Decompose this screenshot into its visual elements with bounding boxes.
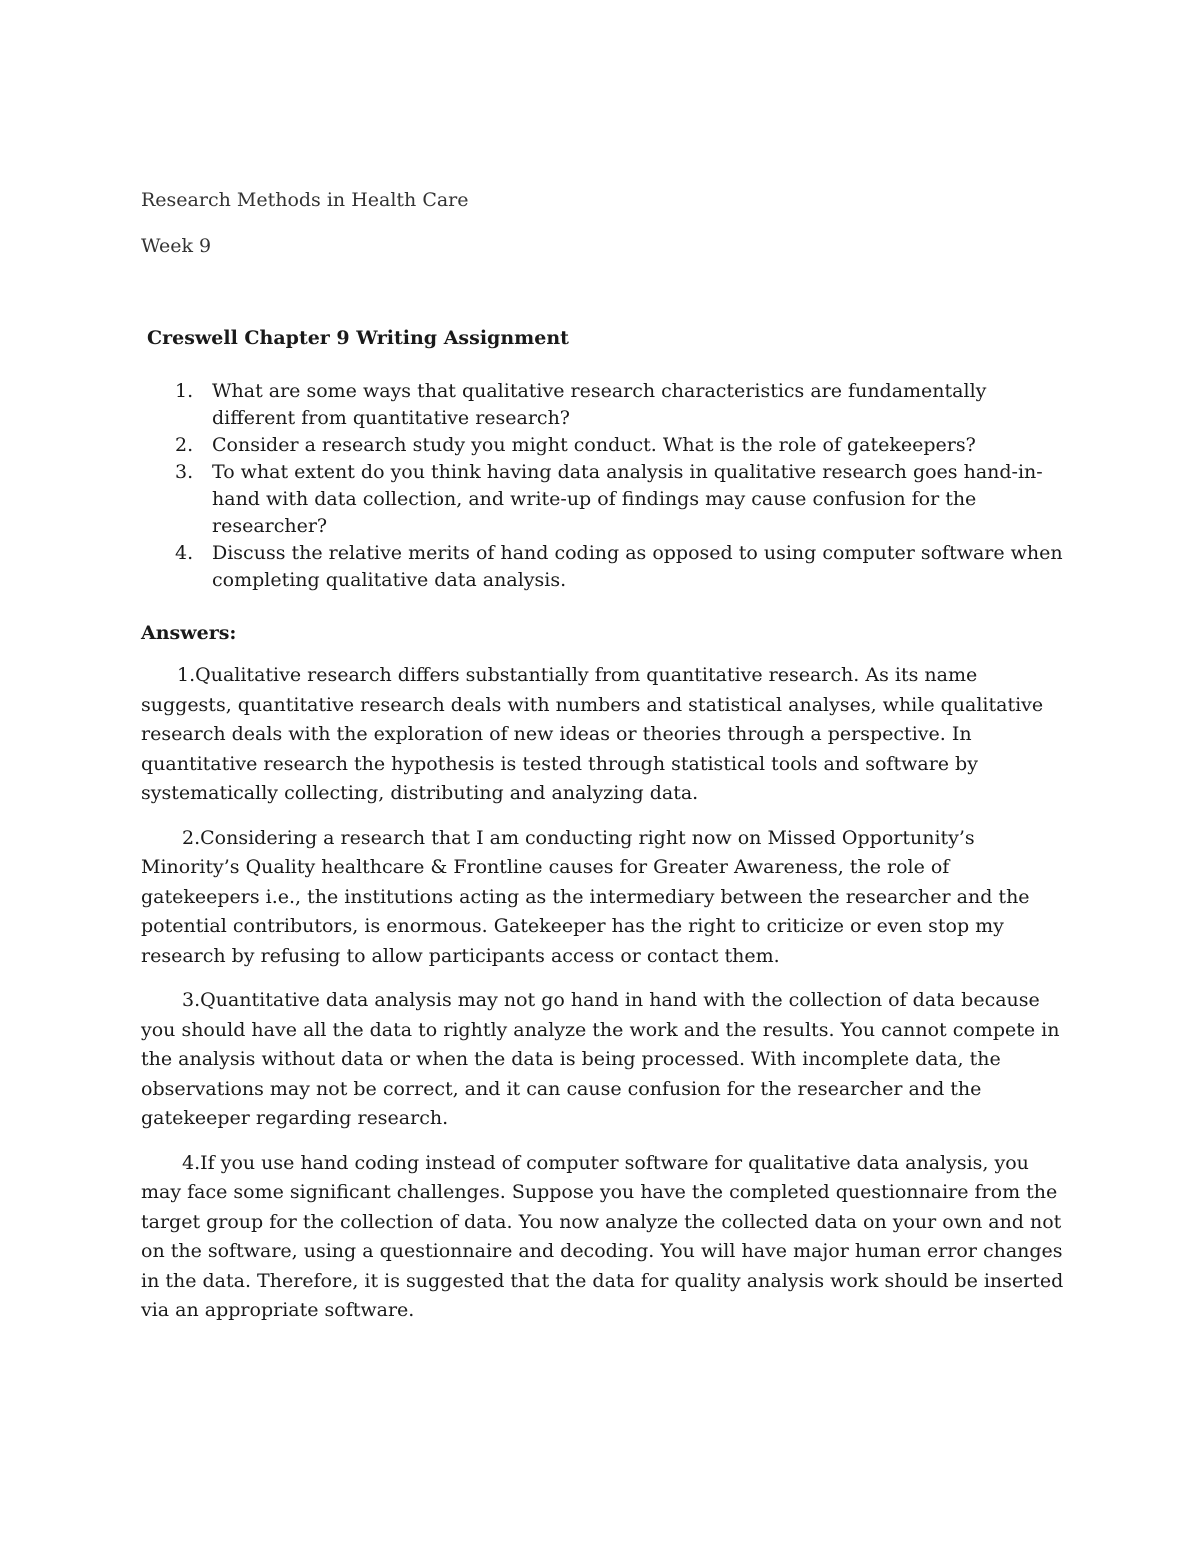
answer-number: 2. bbox=[182, 826, 201, 849]
answer-text: Qualitative research differs substantially from quantitative research. As its name suggests, quantitative research deals with numbers and statistical analyses, while qualitative research deals with the exploration of new ideas or theories through a perspective. In quantitative research the hypothesis is tested through statistical tools and software by systematically collecting, distributing and analyzing data. bbox=[141, 664, 1044, 804]
document-content bbox=[141, 186, 1066, 1326]
week-label: Week 9 bbox=[141, 235, 212, 257]
answer-number: 4. bbox=[182, 1151, 201, 1174]
answer-text: Quantitative data analysis may not go hand in hand with the collection of data because you should have all the data to rightly analyze the work and the results. You cannot compete in the analysis without data or when the data is being processed. With incomplete data, the observations may not be correct, and it can cause confusion for the researcher and the gatekeeper regarding research. bbox=[141, 989, 1060, 1129]
question-text: Consider a research study you might conduct. What is the role of gatekeepers? bbox=[212, 434, 976, 456]
answer-number: 1. bbox=[177, 664, 196, 686]
question-item bbox=[141, 378, 1066, 432]
question-item bbox=[141, 540, 1066, 594]
question-number: 2. bbox=[175, 434, 194, 456]
answers-heading: Answers: bbox=[141, 622, 237, 644]
question-item bbox=[141, 459, 1066, 540]
answer-paragraph bbox=[141, 1149, 1066, 1326]
question-number: 1. bbox=[175, 380, 194, 402]
assignment-title: Creswell Chapter 9 Writing Assignment bbox=[147, 327, 569, 349]
question-item bbox=[141, 432, 1066, 459]
answer-text: If you use hand coding instead of computer software for qualitative data analysis, you may face some significant challenges. Suppose you have the completed questionnaire from the target group for the collection of data. You now analyze the collected data on your own and not on the software, using a questionnaire and decoding. You will have major human error changes in the data. Therefore, it is suggested that the data for quality analysis work should be inserted via an appropriate software. bbox=[141, 1151, 1064, 1321]
course-title: Research Methods in Health Care bbox=[141, 189, 469, 211]
answer-paragraph bbox=[141, 824, 1066, 972]
answer-paragraph bbox=[141, 986, 1066, 1134]
question-list bbox=[141, 378, 1066, 594]
answer-text: Considering a research that I am conducting right now on Missed Opportunity’s Minority’s Quality healthcare & Frontline causes for Greater Awareness, the role of gatekeepers i.e., the institutions acting as the intermediary between the researcher and the potential contributors, is enormous. Gatekeeper has the right to criticize or even stop my research by refusing to allow participants access or contact them. bbox=[141, 826, 1030, 967]
question-number: 3. bbox=[175, 461, 194, 483]
question-text: What are some ways that qualitative research characteristics are fundamentally different from quantitative research? bbox=[212, 380, 987, 429]
answer-number: 3. bbox=[182, 989, 201, 1011]
question-text: To what extent do you think having data analysis in qualitative research goes hand-in-hand with data collection, and write-up of findings may cause confusion for the researcher? bbox=[212, 461, 1043, 537]
question-number: 4. bbox=[175, 542, 194, 564]
answer-paragraph bbox=[141, 661, 1066, 809]
question-text: Discuss the relative merits of hand coding as opposed to using computer software when completing qualitative data analysis. bbox=[212, 542, 1063, 591]
